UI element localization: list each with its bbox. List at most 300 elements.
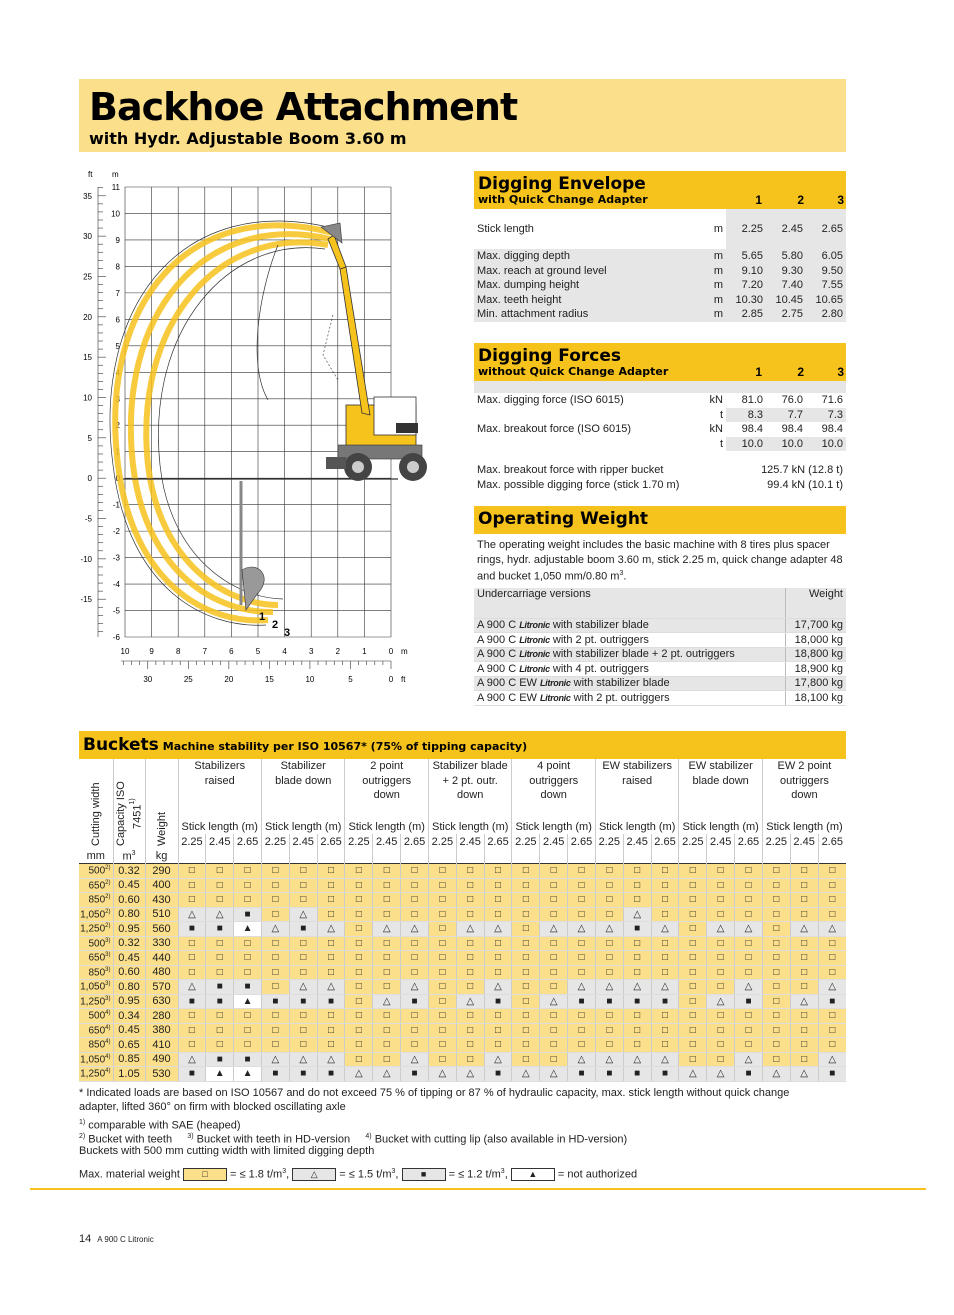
stability-symbol: □ (735, 907, 763, 922)
stability-symbol: □ (178, 965, 206, 980)
stability-symbol: □ (456, 965, 484, 980)
y-tick-ft: 5 (87, 433, 92, 443)
stability-symbol: □ (735, 1023, 763, 1038)
stability-symbol: □ (707, 1023, 735, 1038)
cutting-width-cell: 500$^{4)}$ (79, 1009, 113, 1024)
y-tick-m: 7 (115, 288, 120, 298)
stick-value: 2.25 (726, 209, 766, 249)
stability-symbol: □ (428, 922, 456, 937)
page-title: Backhoe Attachment (89, 85, 518, 129)
envelope-label: Min. attachment radius (474, 307, 702, 322)
cutting-width-cell: 650$^{2)}$ (79, 878, 113, 893)
excavator-drawing (321, 223, 427, 481)
envelope-row (474, 249, 846, 264)
stability-symbol: □ (178, 951, 206, 966)
y-tick-m: 10 (111, 209, 120, 219)
stability-symbol: □ (595, 893, 623, 908)
stability-symbol: □ (456, 1038, 484, 1053)
stability-symbol: □ (707, 980, 735, 995)
axis-unit-ft-bottom: ft (401, 675, 406, 684)
stability-symbol: △ (456, 1067, 484, 1082)
bucket-row (79, 980, 846, 995)
stability-symbol: □ (762, 951, 790, 966)
force-extra-label: Max. breakout force with ripper bucket (477, 464, 664, 477)
force-row (474, 408, 846, 423)
stability-symbol: □ (790, 951, 818, 966)
stability-symbol: □ (512, 951, 540, 966)
stability-symbol: □ (456, 1009, 484, 1024)
capacity-cell: 0.85 (113, 1052, 145, 1067)
digging-envelope-header (474, 171, 846, 209)
stability-symbol: △ (735, 980, 763, 995)
stability-symbol: △ (735, 1052, 763, 1067)
stability-symbol: □ (762, 1052, 790, 1067)
capacity-cell: 0.32 (113, 864, 145, 879)
stability-symbol: △ (373, 922, 401, 937)
envelope-unit: m (702, 249, 726, 264)
weight-cell: 280 (145, 1009, 178, 1024)
group-header: 4 point outriggers down (512, 759, 595, 820)
stability-symbol: □ (651, 1009, 679, 1024)
envelope-value: 5.65 (726, 249, 766, 264)
stability-symbol: □ (234, 936, 262, 951)
stability-symbol: □ (623, 965, 651, 980)
stability-symbol: △ (401, 1052, 429, 1067)
stability-symbol: □ (623, 1009, 651, 1024)
stability-symbol: □ (206, 1023, 234, 1038)
stability-symbol: □ (595, 965, 623, 980)
stability-symbol: ■ (178, 1067, 206, 1082)
stability-symbol: □ (512, 980, 540, 995)
x-tick-m: 9 (149, 647, 154, 656)
stability-symbol: ■ (289, 994, 317, 1009)
legend-black-triangle: ▲ (511, 1168, 555, 1181)
stability-symbol: □ (512, 922, 540, 937)
version-cell (474, 633, 785, 648)
stability-symbol: □ (540, 878, 568, 893)
stability-symbol: □ (623, 1038, 651, 1053)
stability-symbol: □ (206, 1038, 234, 1053)
force-value: 76.0 (781, 394, 803, 407)
stability-symbol: □ (679, 893, 707, 908)
stability-symbol: □ (317, 1023, 345, 1038)
stability-symbol: □ (289, 1038, 317, 1053)
stability-symbol: □ (345, 878, 373, 893)
stability-symbol: □ (818, 1023, 846, 1038)
stability-symbol: ■ (178, 922, 206, 937)
digging-forces-header (474, 343, 846, 381)
bucket-row (79, 907, 846, 922)
brand-logo: Litronic (519, 620, 550, 631)
stability-symbol: △ (818, 980, 846, 995)
weight-cell: 18,900 kg (785, 662, 846, 677)
cutting-width-cell: 650$^{4)}$ (79, 1023, 113, 1038)
stability-symbol: □ (401, 951, 429, 966)
stability-symbol: □ (428, 864, 456, 879)
force-unit: t (719, 408, 723, 421)
envelope-label: Max. reach at ground level (474, 264, 702, 279)
operating-weight-header (474, 506, 846, 534)
group-header: EW stabilizer blade down (679, 759, 762, 820)
stability-symbol: □ (512, 893, 540, 908)
stability-symbol: □ (373, 936, 401, 951)
stability-symbol: □ (373, 893, 401, 908)
stability-symbol: □ (428, 936, 456, 951)
stability-symbol: △ (623, 980, 651, 995)
stability-symbol: □ (762, 994, 790, 1009)
stability-symbol: △ (317, 922, 345, 937)
x-tick-m: 10 (120, 647, 130, 656)
weight-cell: 530 (145, 1067, 178, 1082)
stick-value-header: 2.25 (261, 834, 289, 849)
bucket-row (79, 864, 846, 879)
stability-symbol: □ (818, 951, 846, 966)
stability-symbol: □ (401, 864, 429, 879)
x-tick-ft: 5 (348, 675, 353, 684)
stability-symbol: ■ (289, 1067, 317, 1082)
stability-symbol: □ (818, 965, 846, 980)
capacity-cell: 0.95 (113, 922, 145, 937)
stability-symbol: □ (707, 1009, 735, 1024)
stability-symbol: □ (512, 936, 540, 951)
stability-symbol: □ (261, 864, 289, 879)
stability-symbol: △ (484, 1052, 512, 1067)
x-tick-m: 7 (202, 647, 208, 656)
stability-symbol: □ (456, 1023, 484, 1038)
y-tick-m: -3 (112, 553, 120, 563)
stability-symbol: □ (790, 878, 818, 893)
y-tick-ft: -5 (84, 514, 92, 524)
stability-symbol: □ (345, 1023, 373, 1038)
cutting-width-cell: 1,050$^{4)}$ (79, 1052, 113, 1067)
stability-symbol: □ (428, 907, 456, 922)
buckets-table (79, 759, 846, 1082)
stability-symbol: □ (568, 1038, 596, 1053)
capacity-cell: 0.65 (113, 1038, 145, 1053)
stability-symbol: □ (651, 951, 679, 966)
stability-symbol: □ (595, 864, 623, 879)
bucket-row (79, 965, 846, 980)
stability-symbol: □ (234, 893, 262, 908)
stability-symbol: □ (317, 878, 345, 893)
weight-cell: 290 (145, 864, 178, 879)
stability-symbol: ■ (623, 994, 651, 1009)
stick-value-header: 2.25 (428, 834, 456, 849)
legend-white-square: □ (183, 1168, 227, 1181)
stability-symbol: □ (568, 864, 596, 879)
bucket-row (79, 994, 846, 1009)
weight-cell: 510 (145, 907, 178, 922)
force-extra-value: 125.7 kN (12.8 t) (761, 464, 843, 477)
stability-symbol: △ (707, 1067, 735, 1082)
stability-symbol: □ (735, 1009, 763, 1024)
version-cell (474, 647, 785, 662)
x-tick-m: 1 (362, 647, 367, 656)
force-row (474, 437, 846, 452)
stability-symbol: □ (289, 864, 317, 879)
curve-label-3: 3 (284, 627, 291, 639)
y-tick-ft: 20 (83, 312, 92, 322)
envelope-value: 10.65 (806, 293, 846, 308)
stick-length-header: Stick length (m) (261, 820, 344, 835)
stability-symbol: □ (651, 907, 679, 922)
stability-symbol: ■ (818, 1067, 846, 1082)
stability-symbol: □ (790, 1023, 818, 1038)
force-value: 8.3 (726, 408, 766, 423)
page-subtitle: with Hydr. Adjustable Boom 3.60 m (89, 129, 407, 148)
stick-length-label: Stick length (477, 223, 534, 235)
stability-symbol: △ (568, 980, 596, 995)
stick-value-header: 2.65 (234, 834, 262, 849)
version-cell (474, 662, 785, 677)
stability-symbol: □ (679, 965, 707, 980)
stability-symbol: △ (790, 922, 818, 937)
stability-symbol: □ (261, 893, 289, 908)
brand-logo: Litronic (519, 649, 550, 660)
stability-symbol: □ (484, 864, 512, 879)
operating-weight-row (474, 618, 846, 633)
version-desc: with stabilizer blade (573, 677, 670, 690)
stability-symbol: □ (456, 893, 484, 908)
curve-label-1: 1 (259, 611, 266, 623)
y-tick-m: 9 (115, 235, 120, 245)
weight-cell: 380 (145, 1023, 178, 1038)
stability-symbol: △ (790, 1067, 818, 1082)
stability-symbol: □ (456, 1052, 484, 1067)
stability-symbol: □ (373, 951, 401, 966)
stability-symbol: □ (595, 951, 623, 966)
stability-symbol: □ (707, 1052, 735, 1067)
capacity-cell: 0.45 (113, 951, 145, 966)
stability-symbol: □ (484, 965, 512, 980)
stability-symbol: △ (818, 1052, 846, 1067)
stability-symbol: □ (568, 936, 596, 951)
force-value: 10.0 (766, 437, 806, 452)
stability-symbol: □ (317, 893, 345, 908)
operating-weight-row (474, 691, 846, 706)
stability-symbol: □ (373, 907, 401, 922)
capacity-cell: 0.95 (113, 994, 145, 1009)
stability-symbol: □ (651, 893, 679, 908)
col-capacity: Capacity ISO 7451$^{1)}$ (113, 759, 145, 849)
stability-symbol: □ (818, 1009, 846, 1024)
stability-symbol: □ (345, 893, 373, 908)
envelope-unit: m (702, 278, 726, 293)
x-tick-m: 0 (388, 647, 394, 656)
stability-symbol: □ (623, 1023, 651, 1038)
legend-black-square: ■ (402, 1168, 446, 1181)
version-model: A 900 C EW (477, 677, 537, 690)
stability-symbol: □ (345, 1038, 373, 1053)
stability-symbol: □ (762, 893, 790, 908)
stability-symbol: ▲ (234, 922, 262, 937)
force-value: 98.4 (821, 423, 843, 436)
weight-cell: 330 (145, 936, 178, 951)
stability-symbol: □ (401, 1009, 429, 1024)
stability-symbol: □ (762, 1023, 790, 1038)
stability-symbol: □ (818, 1038, 846, 1053)
stability-symbol: □ (289, 965, 317, 980)
y-tick-m: 0 (115, 474, 120, 484)
stability-symbol: △ (261, 922, 289, 937)
stability-symbol: △ (401, 922, 429, 937)
forces-extra-table (474, 463, 846, 492)
stability-symbol: □ (735, 936, 763, 951)
stability-symbol: △ (178, 907, 206, 922)
weight-cell: 18,000 kg (785, 633, 846, 648)
stability-symbol: ■ (623, 922, 651, 937)
stability-symbol: □ (568, 907, 596, 922)
stability-symbol: □ (234, 1009, 262, 1024)
stick-value-header: 2.65 (735, 834, 763, 849)
legend: Max. material weight □ = ≤ 1.8 $t/m^3$, △ = ≤ 1.5 $t/m^3$, ■ = ≤ 1.2 $t/m^3$, ▲ = not authorized (79, 1168, 638, 1181)
stability-symbol: □ (317, 951, 345, 966)
stability-symbol: □ (484, 878, 512, 893)
col-1: 1 (755, 193, 762, 207)
axis-unit-ft: ft (88, 170, 93, 179)
envelope-value: 5.80 (766, 249, 806, 264)
stability-symbol: □ (679, 980, 707, 995)
stability-symbol: □ (289, 936, 317, 951)
envelope-row (474, 307, 846, 322)
stability-symbol: □ (178, 1009, 206, 1024)
stability-symbol: △ (261, 1052, 289, 1067)
stability-symbol: □ (345, 864, 373, 879)
cutting-width-cell: 500$^{2)}$ (79, 864, 113, 879)
stability-symbol: □ (707, 936, 735, 951)
operating-weight-row (474, 647, 846, 662)
col-2: 2 (797, 193, 804, 207)
force-label: Max. breakout force (ISO 6015) (477, 423, 632, 436)
stability-symbol: □ (818, 907, 846, 922)
stability-symbol: □ (373, 1023, 401, 1038)
group-header: Stabilizer blade down (261, 759, 344, 820)
buckets-title: Buckets (83, 735, 159, 755)
weight-cell: 17,700 kg (785, 618, 846, 633)
stability-symbol: □ (762, 907, 790, 922)
version-desc: with 2 pt. outriggers (552, 633, 649, 646)
bucket-row (79, 878, 846, 893)
stability-symbol: □ (651, 864, 679, 879)
stability-symbol: □ (345, 994, 373, 1009)
stick-value: 2.65 (806, 209, 846, 249)
y-tick-m: 11 (111, 183, 120, 192)
stability-symbol: □ (651, 1038, 679, 1053)
capacity-cell: 0.32 (113, 936, 145, 951)
stability-symbol: □ (679, 936, 707, 951)
stability-symbol: □ (373, 980, 401, 995)
force-row (474, 393, 846, 408)
group-header: EW stabilizers raised (595, 759, 678, 820)
stability-symbol: △ (317, 980, 345, 995)
stability-symbol: □ (373, 864, 401, 879)
envelope-value: 7.20 (726, 278, 766, 293)
stability-symbol: △ (428, 1067, 456, 1082)
stability-symbol: □ (261, 965, 289, 980)
axis-unit-m-bottom: m (401, 647, 408, 656)
page-number: 14 (79, 1233, 92, 1245)
stability-symbol: □ (595, 1009, 623, 1024)
stability-symbol: □ (512, 907, 540, 922)
footer-rule (30, 1188, 926, 1190)
curve-label-2: 2 (272, 619, 279, 631)
envelope-value: 2.85 (726, 307, 766, 322)
stick-unit: m (713, 223, 723, 235)
envelope-unit: m (702, 307, 726, 322)
cutting-width-cell: 850$^{3)}$ (79, 965, 113, 980)
y-tick-m: 1 (115, 447, 120, 457)
stability-symbol: △ (707, 922, 735, 937)
stability-symbol: □ (345, 951, 373, 966)
stability-symbol: □ (707, 951, 735, 966)
stability-symbol: □ (679, 994, 707, 1009)
stability-symbol: □ (679, 1038, 707, 1053)
version-model: A 900 C (477, 633, 517, 646)
stability-symbol: □ (401, 878, 429, 893)
stability-symbol: △ (206, 907, 234, 922)
stability-symbol: △ (818, 922, 846, 937)
capacity-cell: 0.80 (113, 907, 145, 922)
y-tick-m: 3 (115, 394, 120, 404)
stability-symbol: △ (401, 980, 429, 995)
stability-symbol: □ (345, 907, 373, 922)
stability-symbol: ■ (206, 980, 234, 995)
force-value: 7.7 (766, 408, 806, 423)
stability-symbol: □ (261, 936, 289, 951)
stability-symbol: △ (484, 922, 512, 937)
stability-symbol: □ (735, 951, 763, 966)
capacity-cell: 0.80 (113, 980, 145, 995)
y-tick-m: 6 (115, 315, 120, 325)
stability-symbol: □ (261, 951, 289, 966)
stability-symbol: □ (540, 1052, 568, 1067)
y-tick-m: -1 (112, 500, 120, 510)
stability-symbol: □ (707, 878, 735, 893)
stability-symbol: □ (261, 878, 289, 893)
stability-symbol: □ (762, 1038, 790, 1053)
stability-symbol: □ (679, 922, 707, 937)
envelope-value: 7.40 (766, 278, 806, 293)
envelope-value: 2.80 (806, 307, 846, 322)
stick-value-header: 2.65 (484, 834, 512, 849)
stability-symbol: □ (512, 1009, 540, 1024)
x-tick-m: 5 (255, 647, 261, 656)
stability-symbol: △ (651, 922, 679, 937)
envelope-value: 10.30 (726, 293, 766, 308)
stability-symbol: □ (623, 878, 651, 893)
stability-symbol: △ (595, 980, 623, 995)
stability-symbol: △ (484, 980, 512, 995)
stability-symbol: □ (261, 980, 289, 995)
stability-symbol: □ (762, 980, 790, 995)
footnote-500: Buckets with 500 mm cutting width with limited digging depth (79, 1145, 375, 1157)
stability-symbol: □ (595, 907, 623, 922)
stability-symbol: □ (790, 1009, 818, 1024)
col-cutting-width: Cutting width (89, 782, 102, 846)
capacity-cell: 1.05 (113, 1067, 145, 1082)
stability-symbol: △ (762, 1067, 790, 1082)
stability-symbol: △ (289, 1052, 317, 1067)
y-tick-m: -5 (112, 606, 120, 616)
stability-symbol: □ (790, 1052, 818, 1067)
stability-symbol: □ (735, 893, 763, 908)
stability-symbol: □ (206, 893, 234, 908)
stick-length-header: Stick length (m) (512, 820, 595, 835)
stability-symbol: □ (428, 965, 456, 980)
brand-logo: Litronic (519, 663, 550, 674)
stability-symbol: □ (512, 1052, 540, 1067)
stability-symbol: △ (178, 980, 206, 995)
